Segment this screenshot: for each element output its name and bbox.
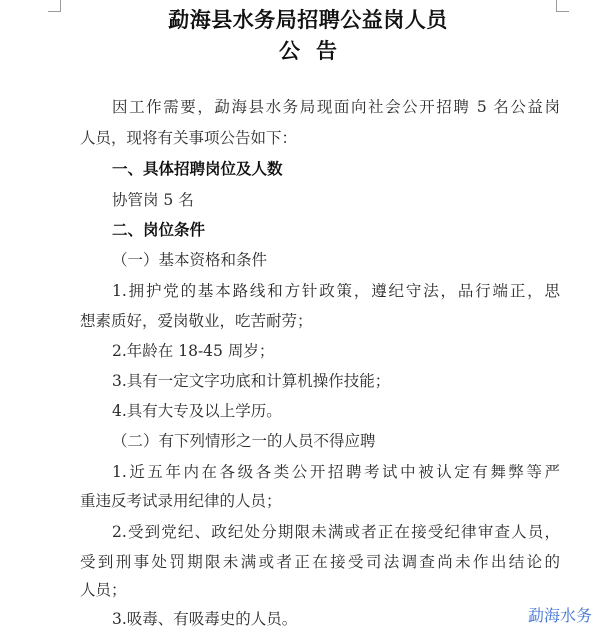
intro-line-1: 因工作需要，勐海县水务局现面向社会公开招聘 5 名公益岗	[112, 98, 560, 116]
subsection2-heading: （二）有下列情形之一的人员不得应聘	[112, 432, 376, 450]
condition2: 2.年龄在 18-45 周岁；	[112, 342, 275, 360]
condition1-line-1: 1.拥护党的基本路线和方针政策，遵纪守法，品行端正，思	[112, 282, 560, 300]
section1-heading: 一、具体招聘岗位及人数	[112, 160, 283, 178]
condition1-line-2: 想素质好，爱岗敬业，吃苦耐劳；	[80, 312, 313, 330]
intro-line-2: 人员，现将有关事项公告如下：	[80, 129, 298, 147]
exclusion2-line-2: 受到刑事处罚期限未满或者正在接受司法调查尚未作出结论的	[80, 553, 560, 571]
exclusion1-line-2: 重违反考试录用纪律的人员；	[80, 492, 282, 510]
document-title: 勐海县水务局招聘公益岗人员	[168, 8, 448, 32]
condition4: 4.具有大专及以上学历。	[112, 402, 282, 420]
exclusion2-line-1: 2.受到党纪、政纪处分期限未满或者正在接受纪律审查人员，	[112, 523, 560, 541]
section2-heading: 二、岗位条件	[112, 221, 206, 239]
exclusion2-line-3: 人员；	[80, 581, 127, 599]
document-subtitle: 公告	[279, 39, 353, 63]
exclusion1-line-1: 1.近五年内在各级各类公开招聘考试中被认定有舞弊等严	[112, 463, 560, 481]
watermark-logo-text: 勐海水务	[528, 606, 593, 625]
condition3: 3.具有一定文字功底和计算机操作技能；	[112, 372, 391, 390]
subsection1-heading: （一）基本资格和条件	[112, 251, 268, 269]
exclusion3: 3.吸毒、有吸毒史的人员。	[112, 610, 298, 628]
section1-body: 协管岗 5 名	[112, 191, 194, 209]
